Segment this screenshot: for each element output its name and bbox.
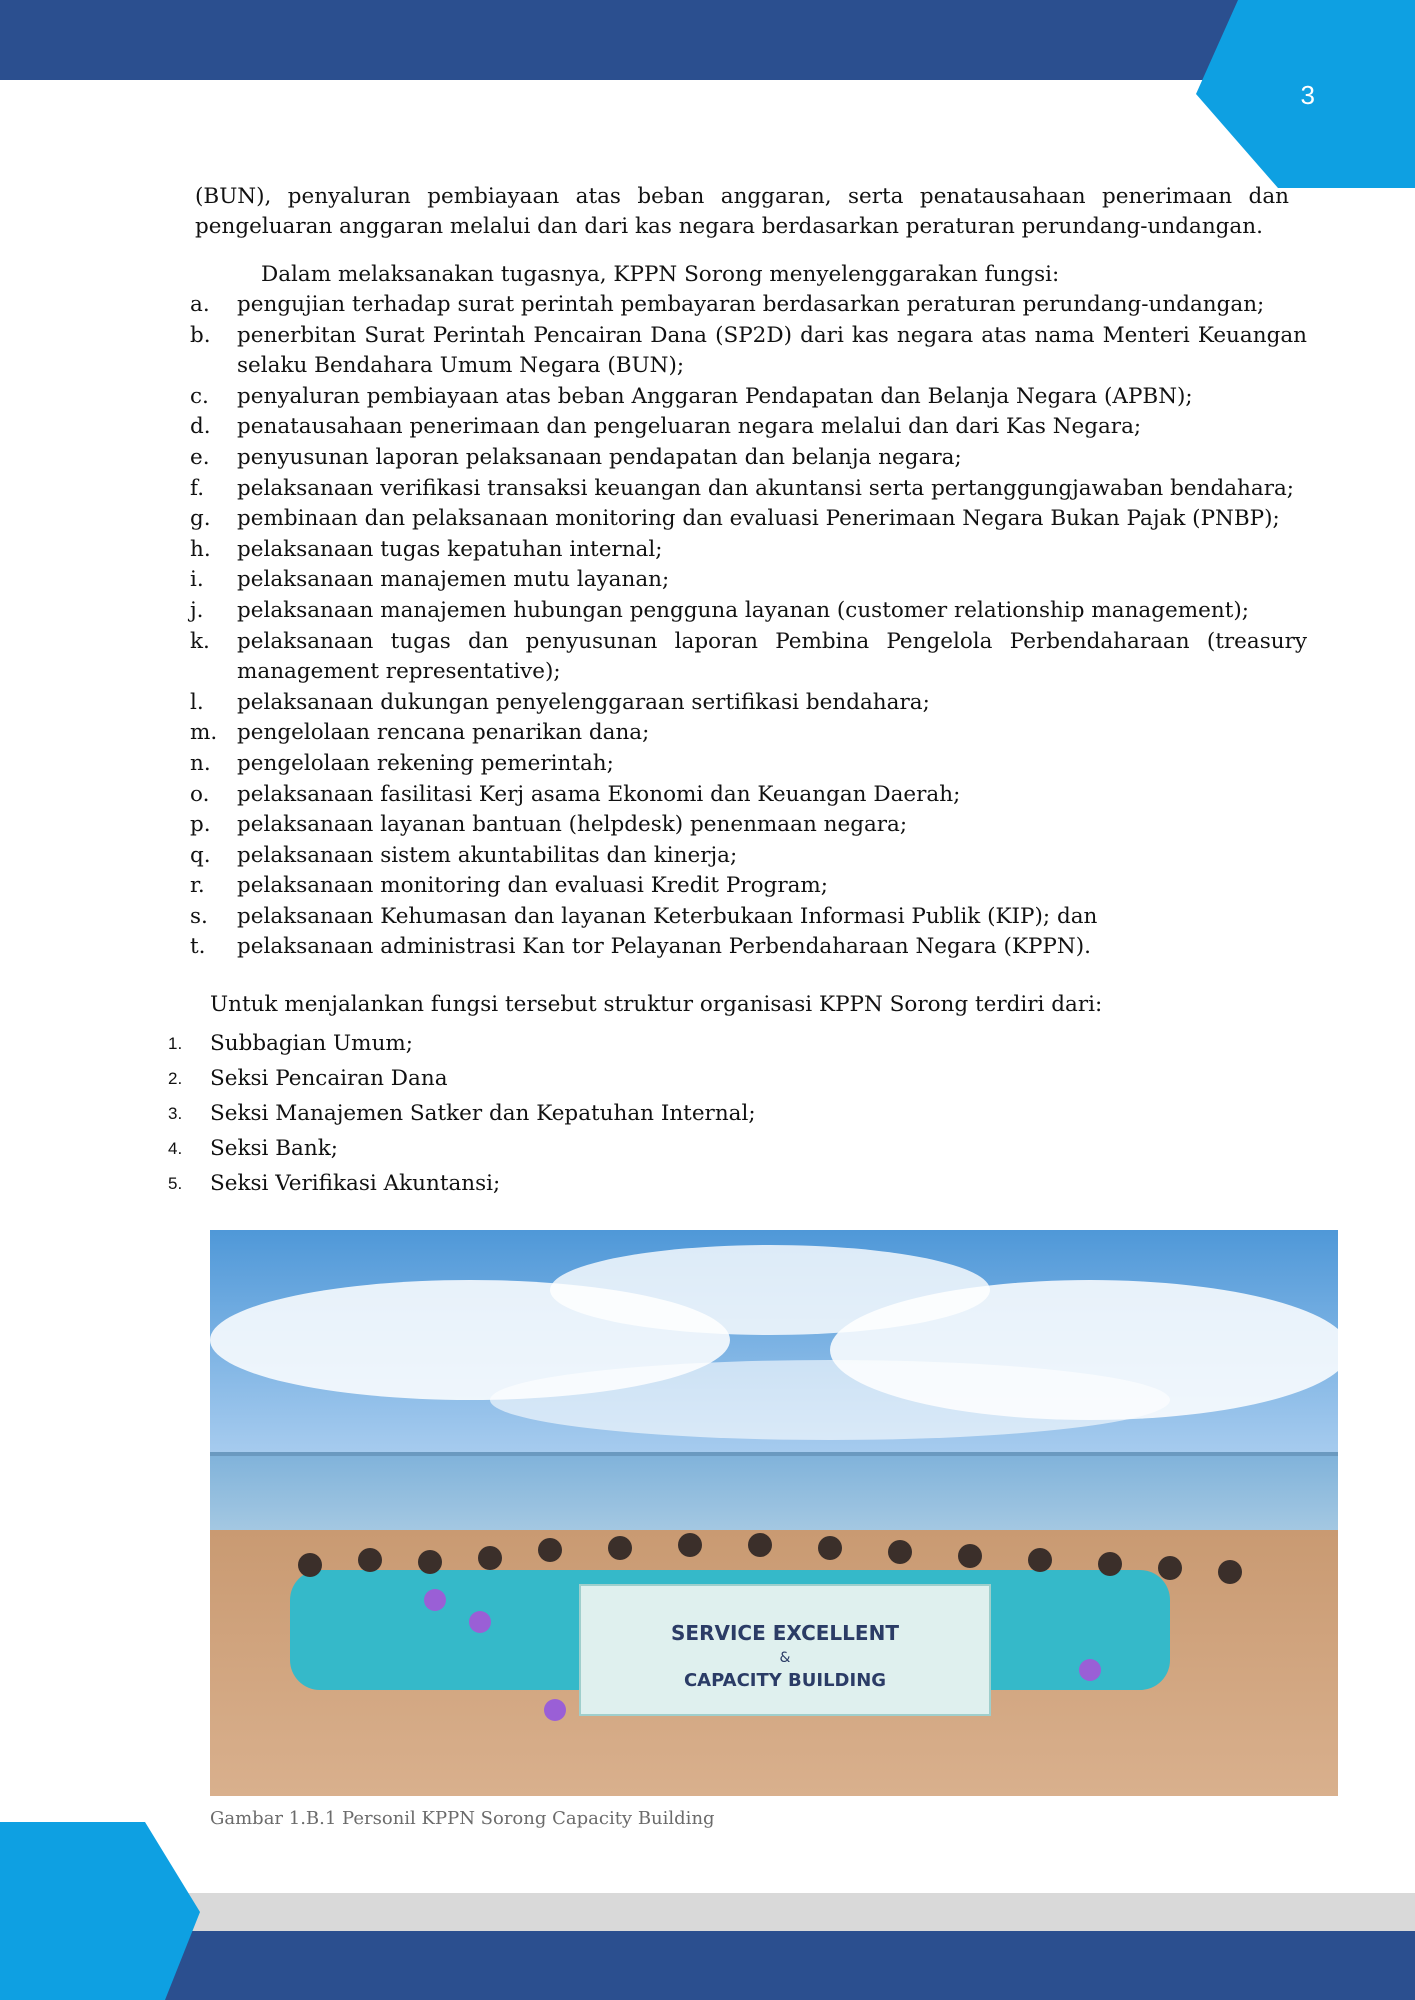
list-marker: j. bbox=[190, 597, 204, 623]
function-item bbox=[190, 780, 1307, 811]
structure-item bbox=[168, 1131, 756, 1166]
list-item-text: pelaksanaan dukungan penyelenggaraan sertifikasi bendahara; bbox=[237, 689, 930, 715]
structure-lead: Untuk menjalankan fungsi tersebut struktur organisasi KPPN Sorong terdiri dari: bbox=[210, 992, 1103, 1017]
list-item-text: pengujian terhadap surat perintah pembayaran berdasarkan peraturan perundang-undangan; bbox=[237, 292, 1265, 317]
banner-amp: & bbox=[779, 1650, 791, 1666]
list-marker: 5. bbox=[168, 1174, 183, 1193]
structure-item bbox=[168, 1096, 756, 1131]
list-item-text: penyusunan laporan pelaksanaan pendapatan dan belanja negara; bbox=[237, 444, 962, 470]
list-marker: n. bbox=[190, 750, 211, 776]
list-marker: k. bbox=[190, 628, 210, 654]
banner-line-1: SERVICE EXCELLENT bbox=[671, 1621, 899, 1645]
list-marker: 1. bbox=[168, 1034, 183, 1053]
list-item-text: pengelolaan rekening pemerintah; bbox=[237, 750, 614, 776]
function-item bbox=[190, 321, 1307, 382]
list-marker: e. bbox=[190, 444, 210, 470]
function-item bbox=[190, 596, 1307, 627]
banner-line-2: CAPACITY BUILDING bbox=[683, 1670, 887, 1691]
list-marker: 3. bbox=[168, 1104, 183, 1123]
footer-gray-strip bbox=[0, 1893, 1415, 1931]
list-marker: 2. bbox=[168, 1069, 183, 1088]
list-item-text: pelaksanaan monitoring dan evaluasi Kredit Program; bbox=[237, 873, 829, 899]
list-item-text: pelaksanaan manajemen hubungan pengguna layanan (customer relationship management); bbox=[237, 597, 1249, 623]
list-marker: t. bbox=[190, 934, 206, 960]
group-photo bbox=[210, 1230, 1338, 1796]
structure-item bbox=[168, 1166, 756, 1201]
structure-item bbox=[168, 1061, 756, 1096]
function-item bbox=[190, 504, 1307, 535]
function-item bbox=[190, 382, 1307, 413]
structure-item bbox=[168, 1026, 756, 1061]
list-item-text: pengelolaan rencana penarikan dana; bbox=[237, 720, 650, 746]
list-item-text: penyaluran pembiayaan atas beban Anggaran Pendapatan dan Belanja Negara (APBN); bbox=[237, 383, 1193, 409]
list-marker: p. bbox=[190, 812, 211, 838]
intro-paragraph: (BUN), penyaluran pembiayaan atas beban anggaran, serta penatausahaan penerimaan dan pengeluaran anggaran melalui dan dari kas negara berdasarkan peraturan perundang-undangan. bbox=[195, 184, 1289, 239]
list-item-text: pelaksanaan fasilitasi Kerj asama Ekonomi dan Keuangan Daerah; bbox=[237, 781, 961, 807]
list-item-text: Seksi Manajemen Satker dan Kepatuhan Internal; bbox=[210, 1101, 756, 1126]
function-item bbox=[190, 627, 1307, 688]
list-marker: d. bbox=[190, 414, 211, 440]
list-marker: h. bbox=[190, 536, 211, 562]
list-marker: r. bbox=[190, 873, 205, 899]
list-item-text: pelaksanaan sistem akuntabilitas dan kinerja; bbox=[237, 842, 738, 868]
function-item bbox=[190, 535, 1307, 566]
list-item-text: Seksi Pencairan Dana bbox=[210, 1066, 448, 1091]
function-item bbox=[190, 443, 1307, 474]
function-item bbox=[190, 474, 1307, 505]
function-item bbox=[190, 932, 1307, 963]
function-item bbox=[190, 718, 1307, 749]
list-item-text: penatausahaan penerimaan dan pengeluaran negara melalui dan dari Kas Negara; bbox=[237, 414, 1142, 440]
list-item-text: Subbagian Umum; bbox=[210, 1031, 414, 1056]
list-item-text: penerbitan Surat Perintah Pencairan Dana (SP2D) dari kas negara atas nama Menteri Keuangan selaku Bendahara Umum Negara (BUN); bbox=[237, 322, 1307, 379]
function-item bbox=[190, 290, 1307, 321]
functions-list bbox=[190, 290, 1307, 963]
function-item bbox=[190, 841, 1307, 872]
list-item-text: pelaksanaan administrasi Kan tor Pelayanan Perbendaharaan Negara (KPPN). bbox=[237, 934, 1091, 960]
list-marker: g. bbox=[190, 506, 211, 532]
list-marker: i. bbox=[190, 567, 204, 593]
functions-lead: Dalam melaksanakan tugasnya, KPPN Sorong menyelenggarakan fungsi: bbox=[261, 262, 1060, 287]
list-marker: 4. bbox=[168, 1139, 183, 1158]
list-item-text: Seksi Bank; bbox=[210, 1136, 338, 1161]
list-marker: l. bbox=[190, 689, 204, 715]
footer-accent-tab bbox=[0, 1822, 200, 2000]
function-item bbox=[190, 412, 1307, 443]
list-marker: b. bbox=[190, 322, 211, 348]
function-item bbox=[190, 810, 1307, 841]
list-marker: c. bbox=[190, 383, 209, 409]
header-band bbox=[0, 0, 1415, 80]
function-item bbox=[190, 749, 1307, 780]
list-item-text: Seksi Verifikasi Akuntansi; bbox=[210, 1171, 501, 1196]
list-item-text: pelaksanaan tugas kepatuhan internal; bbox=[237, 536, 663, 562]
list-marker: o. bbox=[190, 781, 210, 807]
function-item bbox=[190, 565, 1307, 596]
figure-caption: Gambar 1.B.1 Personil KPPN Sorong Capacity Building bbox=[210, 1808, 715, 1829]
list-item-text: pelaksanaan Kehumasan dan layanan Keterbukaan Informasi Publik (KIP); dan bbox=[237, 903, 1098, 929]
function-item bbox=[190, 871, 1307, 902]
function-item bbox=[190, 902, 1307, 933]
list-marker: f. bbox=[190, 475, 205, 501]
list-marker: q. bbox=[190, 842, 211, 868]
list-item-text: pelaksanaan layanan bantuan (helpdesk) penenmaan negara; bbox=[237, 812, 908, 838]
structure-list bbox=[168, 1026, 756, 1201]
list-item-text: pembinaan dan pelaksanaan monitoring dan evaluasi Penerimaan Negara Bukan Pajak (PNBP); bbox=[237, 506, 1280, 532]
list-marker: m. bbox=[190, 720, 218, 746]
list-marker: a. bbox=[190, 292, 210, 317]
page-number: 3 bbox=[1300, 80, 1315, 110]
list-item-text: pelaksanaan tugas dan penyusunan laporan Pembina Pengelola Perbendaharaan (treasury management representative); bbox=[237, 628, 1307, 685]
list-item-text: pelaksanaan manajemen mutu layanan; bbox=[237, 567, 670, 593]
function-item bbox=[190, 688, 1307, 719]
list-item-text: pelaksanaan verifikasi transaksi keuangan dan akuntansi serta pertanggungjawaban bendahara; bbox=[237, 475, 1295, 501]
list-marker: s. bbox=[190, 903, 208, 929]
footer-band bbox=[0, 1931, 1415, 2000]
